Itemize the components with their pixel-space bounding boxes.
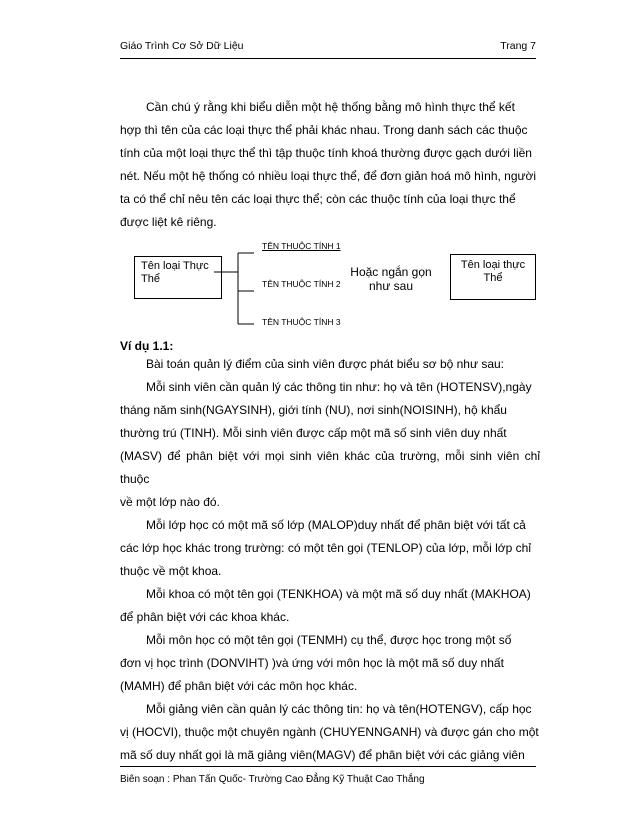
body-line: (MAMH) để phân biệt với các môn học khác. <box>120 679 358 693</box>
footer-rule <box>120 766 536 767</box>
entity-box-label: Thể <box>483 272 503 284</box>
attribute-label: TÊN THUỘC TÍNH 3 <box>262 317 341 327</box>
body-line: tháng năm sinh(NGAYSINH), giới tính (NU), nơi sinh(NOISINH), hộ khẩu <box>120 403 507 417</box>
intro-line: ta có thể chỉ nêu tên các loại thực thể; còn các thuộc tính của loại thực thể <box>120 192 516 206</box>
example-title: Ví dụ 1.1: <box>120 339 174 353</box>
entity-box-label: Thể <box>141 273 160 285</box>
body-line: Mỗi khoa có một tên gọi (TENKHOA) và một mã số duy nhất (MAKHOA) <box>146 587 531 601</box>
intro-line: nét. Nếu một hệ thống có nhiều loại thực thể, để đơn giản hoá mô hình, người <box>120 169 537 183</box>
body-line: Mỗi sinh viên cần quản lý các thông tin như: họ và tên (HOTENSV),ngày <box>146 380 532 394</box>
entity-box-detailed <box>134 256 222 299</box>
caption-line: Hoặc ngắn gọn <box>350 265 432 279</box>
entity-box-label: Tên loại Thực <box>141 260 209 272</box>
body-line: đơn vị học trình (DONVIHT) )và ứng với môn học là một mã số duy nhất <box>120 656 504 670</box>
body-line: (MASV) để phân biệt với mọi sinh viên khác của trường, mỗi sinh viên chỉ thuộc <box>120 449 540 486</box>
body-line: Mỗi môn học có một tên gọi (TENMH) cụ thể, được học trong một số <box>146 633 512 647</box>
page-footer: Biên soạn : Phan Tấn Quốc- Trường Cao Đẳng Kỹ Thuật Cao Thắng <box>120 774 425 785</box>
intro-line: tính của một loại thực thể thì tập thuộc tính khoá thường được gạch dưới liền <box>120 146 532 160</box>
caption-line: như sau <box>368 279 414 293</box>
body-line: Mỗi lớp học có một mã số lớp (MALOP)duy nhất để phân biệt với tất cả <box>146 518 526 532</box>
intro-line: được liệt kê riêng. <box>120 215 217 229</box>
body-line: về một lớp nào đó. <box>120 495 220 509</box>
entity-box-short <box>450 254 536 300</box>
header-page-number: Trang 7 <box>500 40 536 52</box>
attribute-key-label: TÊN THUỘC TÍNH 1 <box>262 241 341 251</box>
intro-line: Cần chú ý rằng khi biểu diễn một hệ thống bằng mô hình thực thể kết <box>146 100 515 114</box>
body-line: thuộc về một khoa. <box>120 564 222 578</box>
body-line: Bài toán quản lý điểm của sinh viên được phát biểu sơ bộ như sau: <box>146 357 505 371</box>
example-body <box>120 353 540 767</box>
body-line: vị (HOCVI), thuộc một chuyên ngành (CHUYENNGANH) và được gán cho một <box>120 725 539 739</box>
body-line: thường trú (TINH). Mỗi sinh viên được cấp một mã số sinh viên duy nhất <box>120 426 507 440</box>
body-line: Mỗi giảng viên cần quản lý các thông tin: họ và tên(HOTENGV), cấp học <box>146 702 532 716</box>
entity-box-label: Tên loại thực <box>460 259 526 271</box>
body-line: các lớp học khác trong trường: có một tên gọi (TENLOP) của lớp, mỗi lớp chỉ <box>120 541 532 555</box>
body-line: mã số duy nhất gọi là mã giảng viên(MAGV) để phân biệt với các giảng viên <box>120 748 525 762</box>
diagram-or-caption <box>346 265 436 293</box>
attribute-label: TÊN THUỘC TÍNH 2 <box>262 279 341 289</box>
body-line: để phân biệt với các khoa khác. <box>120 610 290 624</box>
intro-line: hợp thì tên của các loại thực thể phải khác nhau. Trong danh sách các thuộc <box>120 123 528 137</box>
header-title: Giáo Trình Cơ Sở Dữ Liệu <box>120 40 244 52</box>
